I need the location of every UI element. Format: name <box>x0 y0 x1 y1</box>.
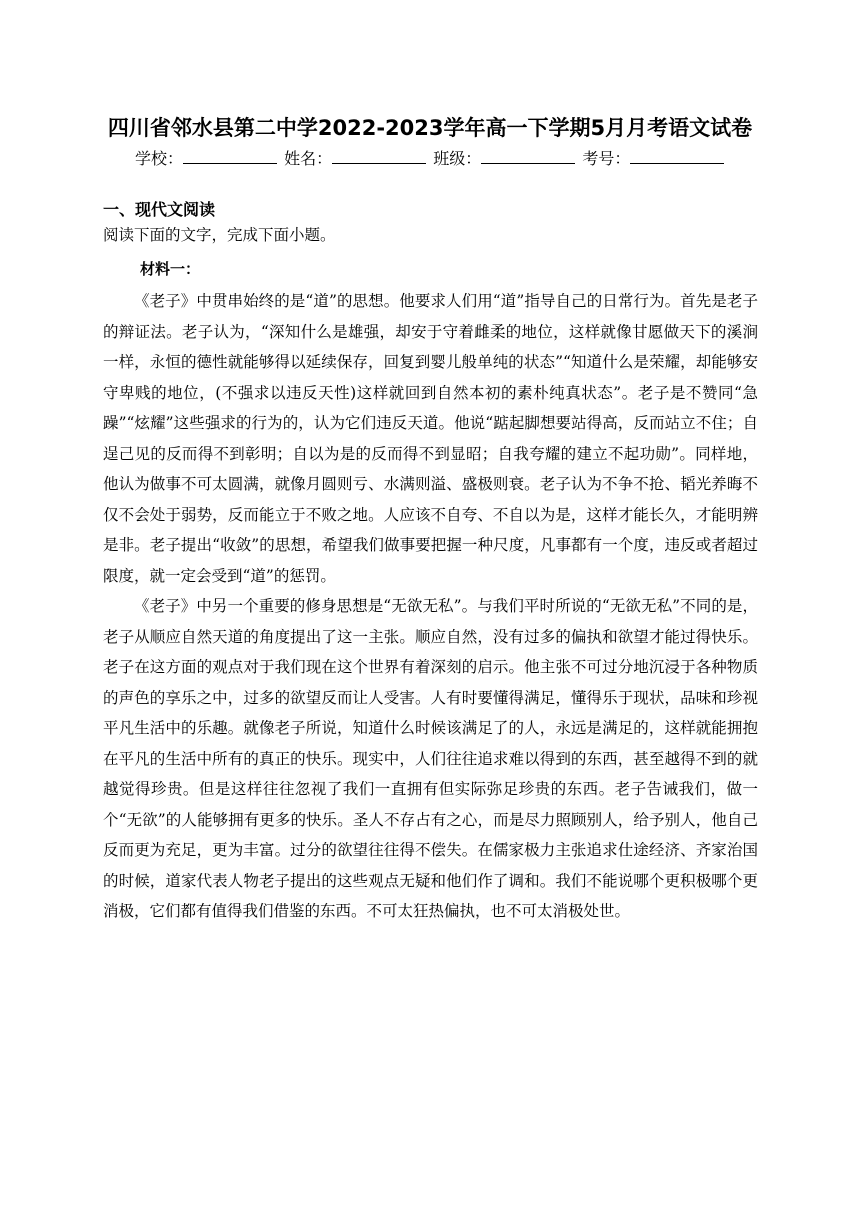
name-blank <box>332 149 426 164</box>
exam-title: 四川省邻水县第二中学2022-2023学年高一下学期5月月考语文试卷 <box>107 116 753 140</box>
paragraph: 《老子》中另一个重要的修身思想是“无欲无私”。与我们平时所说的“无欲无私”不同的是，老子从顺应自然天道的角度提出了这一主张。顺应自然，没有过多的偏执和欲望才能过得快乐。老子在这方面的观点对于我们现在这个世界有着深刻的启示。他主张不可过分地沉浸于各种物质的声色的享乐之中，过多的欲望反而让人受害。人有时要懂得满足，懂得乐于现状，品味和珍视平凡生活中的乐趣。就像老子所说，知道什么时候该满足了的人，永远是满足的，这样就能拥抱在平凡的生活中所有的真正的快乐。现实中，人们往往追求难以得到的东西，甚至越得不到的就越觉得珍贵。但是这样往往忽视了我们一直拥有但实际弥足珍贵的东西。老子告诫我们，做一个“无欲”的人能够拥有更多的快乐。圣人不存占有之心，而是尽力照顾别人，给予别人，他自己反而更为充足，更为丰富。过分的欲望往往得不偿失。在儒家极力主张追求仕途经济、齐家治国的时候，道家代表人物老子提出的这些观点无疑和他们作了调和。我们不能说哪个更积极哪个更消极，它们都有值得我们借鉴的东西。不可太狂热偏执，也不可太消极处世。 <box>103 597 758 920</box>
reading-passage <box>103 286 758 927</box>
name-label: 姓名： <box>284 149 333 168</box>
school-label: 学校： <box>135 149 184 168</box>
paragraph: 《老子》中贯串始终的是“道”的思想。他要求人们用“道”指导自己的日常行为。首先是老子的辩证法。老子认为，“深知什么是雄强，却安于守着雌柔的地位，这样就像甘愿做天下的溪涧一样，永恒的德性就能够得以延续保存，回复到婴儿般单纯的状态”“知道什么是荣耀，却能够安守卑贱的地位，(不强求以违反天性)这样就回到自然本初的素朴纯真状态”。老子是不赞同“急躁”“炫耀”这些强求的行为的，认为它们违反天道。他说“踮起脚想要站得高，反而站立不住；自逞己见的反而得不到彰明；自以为是的反而得不到显昭；自我夸耀的建立不起功勋”。同样地，他认为做事不可太圆满，就像月圆则亏、水满则溢、盛极则衰。老子认为不争不抢、韬光养晦不仅不会处于弱势，反而能立于不败之地。人应该不自夸、不自以为是，这样才能长久，才能明辨是非。老子提出“收敛”的思想，希望我们做事要把握一种尺度，凡事都有一个度，违反或者超过限度，就一定会受到“道”的惩罚。 <box>103 292 758 585</box>
instruction: 阅读下面的文字，完成下面小题。 <box>103 226 336 244</box>
number-label: 考号： <box>582 149 631 168</box>
material-label: 材料一： <box>140 260 201 278</box>
class-label: 班级： <box>433 149 482 168</box>
school-blank <box>183 149 277 164</box>
section-heading: 一、现代文阅读 <box>103 200 216 219</box>
class-blank <box>481 149 575 164</box>
student-info-line <box>135 146 726 169</box>
number-blank <box>630 149 724 164</box>
